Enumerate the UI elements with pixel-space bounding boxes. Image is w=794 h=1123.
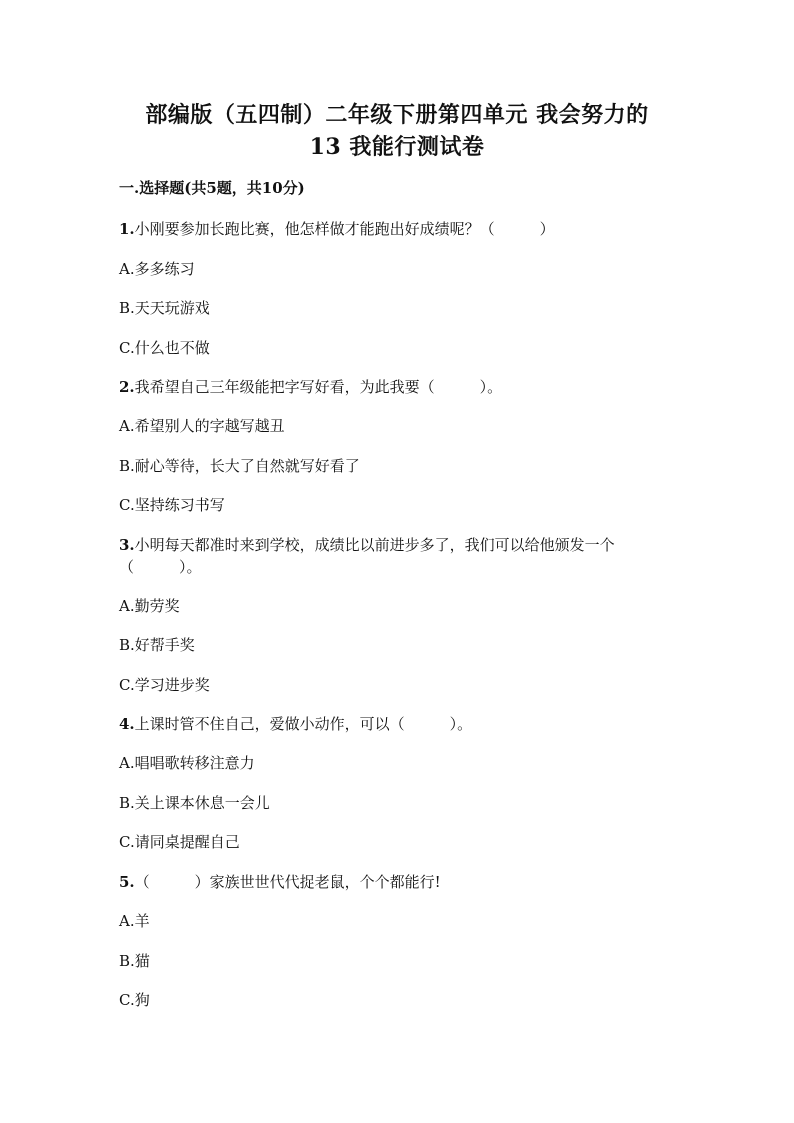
question-1-option-b: B.天天玩游戏 bbox=[119, 299, 210, 317]
question-1-option-a: A.多多练习 bbox=[119, 260, 195, 278]
question-1 bbox=[119, 218, 555, 239]
page-title-line-2: 13 我能行测试卷 bbox=[309, 134, 485, 160]
page-title-line-1: 部编版（五四制）二年级下册第四单元 我会努力的 bbox=[145, 102, 649, 128]
question-3-option-a: A.勤劳奖 bbox=[119, 597, 180, 615]
question-number: 1. bbox=[119, 220, 135, 238]
question-number: 2. bbox=[119, 378, 135, 396]
question-3 bbox=[119, 534, 615, 555]
question-stem: 小明每天都准时来到学校，成绩比以前进步多了，我们可以给他颁发一个 bbox=[134, 536, 615, 554]
question-stem: 小刚要参加长跑比赛，他怎样做才能跑出好成绩呢？（ ） bbox=[134, 220, 555, 238]
question-5-option-a: A.羊 bbox=[119, 912, 150, 930]
question-2-option-c: C.坚持练习书写 bbox=[119, 496, 225, 514]
question-stem: 我希望自己三年级能把字写好看，为此我要（ ）。 bbox=[134, 378, 503, 396]
question-2-option-a: A.希望别人的字越写越丑 bbox=[119, 417, 285, 435]
question-stem: 上课时管不住自己，爱做小动作，可以（ ）。 bbox=[134, 715, 473, 733]
question-number: 4. bbox=[119, 715, 135, 733]
question-4-option-c: C.请同桌提醒自己 bbox=[119, 833, 240, 851]
question-3-option-c: C.学习进步奖 bbox=[119, 676, 210, 694]
question-4-option-a: A.唱唱歌转移注意力 bbox=[119, 754, 255, 772]
question-5-option-c: C.狗 bbox=[119, 991, 150, 1009]
question-stem: （ ）家族世世代代捉老鼠，个个都能行! bbox=[134, 873, 441, 891]
question-3-stem-line-2: （ ）。 bbox=[119, 558, 202, 576]
question-4-option-b: B.关上课本休息一会儿 bbox=[119, 794, 270, 812]
question-2 bbox=[119, 376, 502, 397]
question-5 bbox=[119, 871, 441, 892]
question-number: 3. bbox=[119, 536, 135, 554]
question-number: 5. bbox=[119, 873, 135, 891]
section-heading: 一.选择题(共5题，共10分) bbox=[119, 179, 305, 197]
question-4 bbox=[119, 713, 472, 734]
question-2-option-b: B.耐心等待，长大了自然就写好看了 bbox=[119, 457, 360, 475]
question-1-option-c: C.什么也不做 bbox=[119, 339, 210, 357]
question-3-option-b: B.好帮手奖 bbox=[119, 636, 195, 654]
question-5-option-b: B.猫 bbox=[119, 952, 150, 970]
